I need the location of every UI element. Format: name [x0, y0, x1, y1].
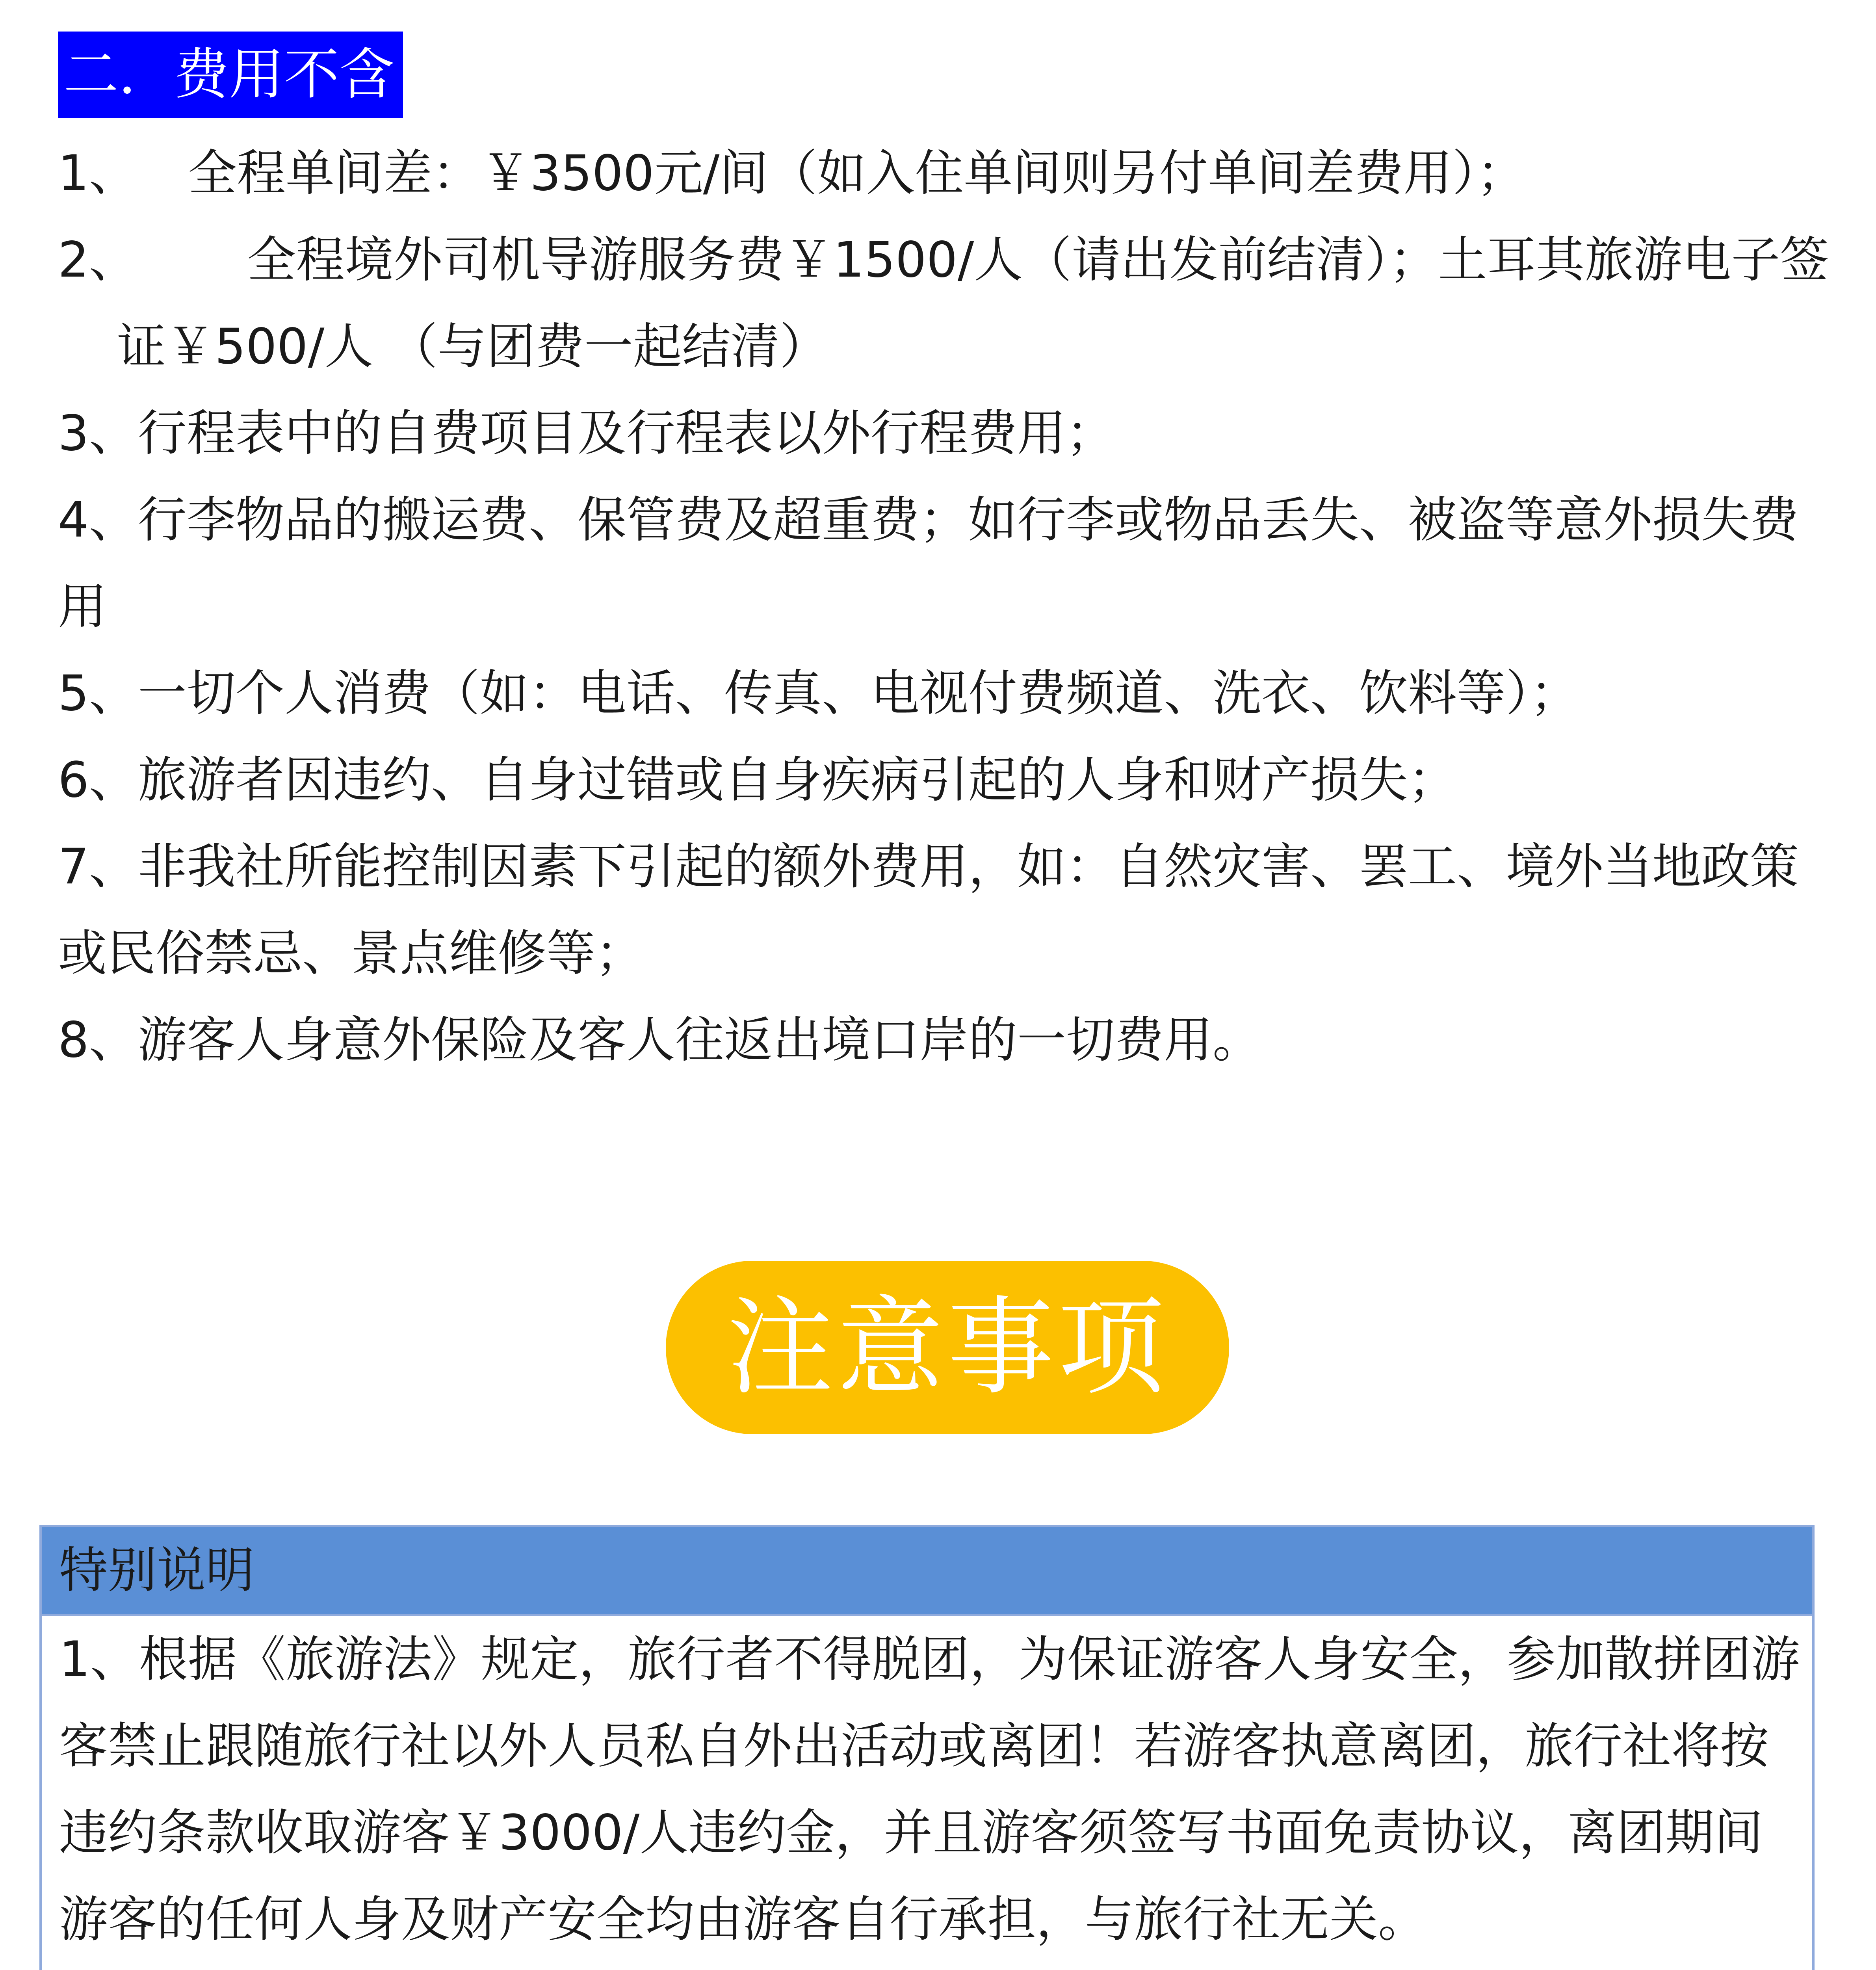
fee-item-text: 行程表中的自费项目及行程表以外行程费用；	[137, 405, 1115, 462]
special-note-item: 1、根据《旅游法》规定，旅行者不得脱团，为保证游客人身安全，参加散拼团游客禁止跟随旅行社以外人员私自外出活动或离团！若游客执意离团，旅行社将按违约条款收取游客￥3000/人违约金，并且游客须签写书面免责协议，离团期间游客的任何人身及财产安全均由游客自行承担，与旅行社无关。	[59, 1631, 1800, 1948]
fee-item-number: 3、	[58, 405, 138, 462]
fee-item-text: 非我社所能控制因素下引起的额外费用，如：自然灾害、罢工、境外当地政策或民俗禁忌、景点维修等；	[58, 838, 1799, 982]
notice-title-badge: 注意事项	[666, 1261, 1229, 1434]
fee-item	[58, 737, 1839, 823]
fee-item	[58, 390, 1839, 477]
fee-item-number: 1、	[58, 145, 138, 202]
fee-item	[58, 130, 1839, 217]
fee-item	[58, 823, 1839, 997]
fee-item-text: 旅游者因违约、自身过错或自身疾病引起的人身和财产损失；	[137, 752, 1457, 808]
fee-item-number: 2、	[58, 232, 138, 288]
fee-item	[58, 997, 1839, 1084]
fee-item-text: 一切个人消费（如：电话、传真、电视付费频道、洗衣、饮料等）；	[137, 665, 1579, 722]
fee-item	[58, 650, 1839, 737]
fee-list	[58, 130, 1839, 1084]
fee-item-text: 全程单间差：￥3500元/间（如入住单间则另付单间差费用）；	[188, 145, 1526, 202]
special-notes-body	[42, 1616, 1812, 1970]
special-notes-header: 特别说明	[42, 1527, 1812, 1616]
fee-item-number: 4、	[58, 492, 138, 548]
fee-item	[58, 217, 1839, 390]
special-notes-box	[39, 1525, 1815, 1970]
fee-item-number: 5、	[58, 665, 138, 722]
fee-item-text: 行李物品的搬运费、保管费及超重费；如行李或物品丢失、被盗等意外损失费用	[58, 492, 1799, 635]
special-note-item	[59, 1963, 1804, 1970]
fee-item-number: 8、	[58, 1012, 138, 1069]
fee-item	[58, 477, 1839, 650]
fee-item-number: 7、	[58, 838, 138, 895]
fee-item-number: 6、	[58, 752, 138, 808]
fee-item-text: 游客人身意外保险及客人往返出境口岸的一切费用。	[137, 1012, 1261, 1069]
fee-item-text: 全程境外司机导游服务费￥1500/人（请出发前结清）；土耳其旅游电子签证￥500/人 （与团费一起结清）	[117, 232, 1829, 375]
section-title: 二．费用不含	[58, 32, 403, 118]
